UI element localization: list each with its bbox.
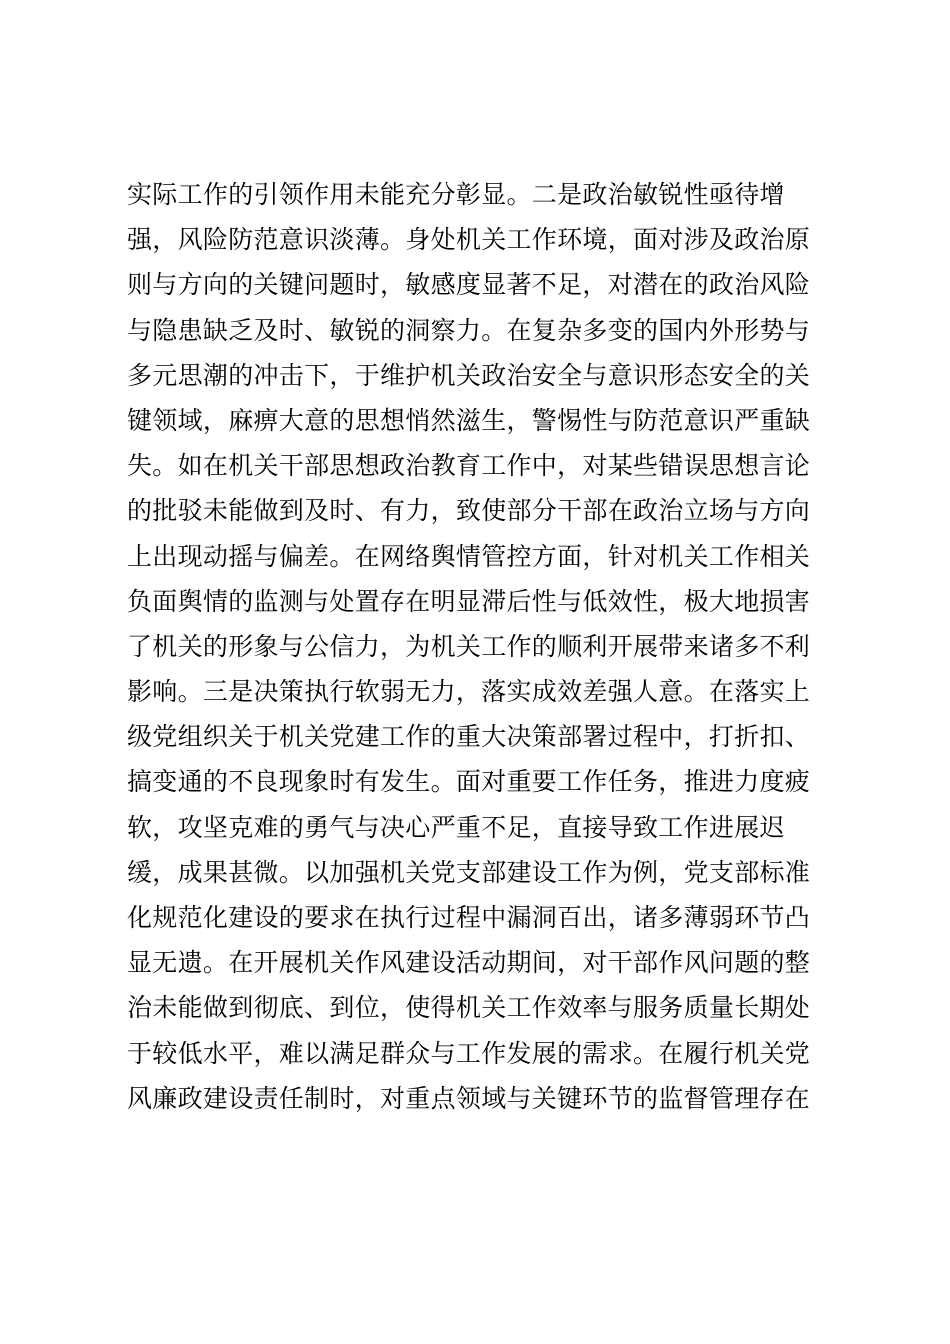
text-line: 的批驳未能做到及时、有力，致使部分干部在政治立场与方向: [127, 496, 811, 526]
text-line: 负面舆情的监测与处置存在明显滞后性与低效性，极大地损害: [127, 586, 811, 616]
text-line: 影响。三是决策执行软弱无力，落实成效差强人意。在落实上: [127, 677, 811, 707]
text-line: 实际工作的引领作用未能充分彰显。二是政治敏锐性亟待增: [127, 180, 785, 209]
text-line: 治未能做到彻底、到位，使得机关工作效率与服务质量长期处: [127, 993, 811, 1023]
text-line: 风廉政建设责任制时，对重点领域与关键环节的监督管理存在: [127, 1083, 811, 1113]
text-line: 与隐患缺乏及时、敏锐的洞察力。在复杂多变的国内外形势与: [127, 315, 811, 345]
text-line: 级党组织关于机关党建工作的重大决策部署过程中，打折扣、: [127, 722, 811, 752]
text-line: 键领域，麻痹大意的思想悄然滋生，警惕性与防范意识严重缺: [127, 405, 811, 435]
text-line: 化规范化建设的要求在执行过程中漏洞百出，诸多薄弱环节凸: [127, 903, 811, 932]
text-line: 失。如在机关干部思想政治教育工作中，对某些错误思想言论: [127, 451, 811, 481]
text-line: 了机关的形象与公信力，为机关工作的顺利开展带来诸多不利: [127, 631, 811, 661]
text-line: 上出现动摇与偏差。在网络舆情管控方面，针对机关工作相关: [127, 541, 811, 571]
text-line: 显无遗。在开展机关作风建设活动期间，对干部作风问题的整: [127, 948, 811, 978]
text-line: 多元思潮的冲击下，于维护机关政治安全与意识形态安全的关: [127, 360, 811, 390]
text-line: 缓，成果甚微。以加强机关党支部建设工作为例，党支部标准: [127, 857, 811, 887]
text-line: 则与方向的关键问题时，敏感度显著不足，对潜在的政治风险: [127, 270, 811, 300]
text-line: 于较低水平，难以满足群众与工作发展的需求。在履行机关党: [127, 1038, 811, 1068]
body-paragraph: [127, 172, 827, 1121]
text-line: 软，攻坚克难的勇气与决心严重不足，直接导致工作进展迟: [127, 812, 785, 842]
text-line: 强，风险防范意识淡薄。身处机关工作环境，面对涉及政治原: [127, 225, 811, 255]
text-line: 搞变通的不良现象时有发生。面对重要工作任务，推进力度疲: [127, 767, 811, 797]
